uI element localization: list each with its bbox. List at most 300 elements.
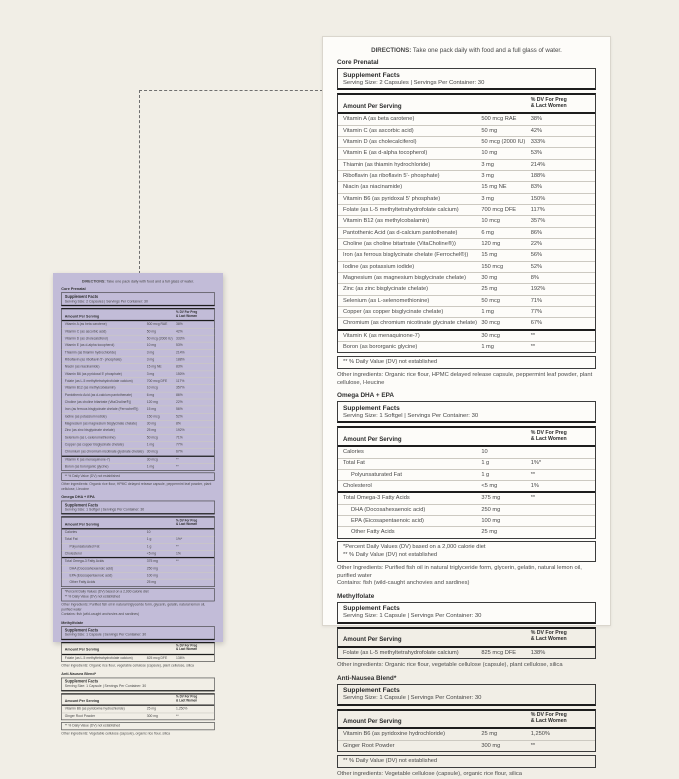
nutrient-name: Vitamin A (as beta carotene) (64, 322, 107, 327)
amount-per-serving-header: Amount Per Serving (64, 647, 100, 653)
nutrient-row (338, 170, 595, 181)
other-ingredients (337, 771, 596, 779)
nutrient-row-group (338, 729, 595, 751)
nutrient-amount: 3 mg (146, 372, 155, 376)
nutrient-row (62, 463, 214, 470)
nutrient-dv: 1,250% (176, 707, 188, 711)
nutrient-amount: 6 mg (481, 229, 494, 236)
nutrient-amount: 300 mg (146, 714, 158, 719)
nutrient-name: Vitamin D (as cholecalciferol) (343, 138, 417, 145)
nutrient-amount: 1 g (481, 471, 490, 478)
other-ingredients-line: Other Ingredients: Purified fish oil in natural triglyceride form, glycerin, gelatin, natural lemon oil, purified water (337, 565, 582, 579)
nutrient-row (62, 420, 214, 427)
nutrient-dv: 22% (176, 400, 183, 405)
dv-header-line1: % DV For Preg (530, 630, 567, 637)
sections-container (337, 59, 596, 778)
nutrient-dv: 192% (530, 286, 546, 293)
nutrient-row (62, 356, 214, 363)
nutrient-name: Choline (as choline bitartrate (VitaCholine®)) (343, 240, 456, 247)
nutrient-dv: 53% (176, 343, 183, 348)
nutrient-amount: 30 mcg (146, 450, 158, 454)
nutrient-dv: 67% (530, 320, 543, 327)
nutrient-dv: 77% (530, 308, 543, 315)
serving-size-line: Serving Size: 1 Capsule | Servings Per Container: 30 (343, 695, 482, 701)
nutrient-row (62, 406, 214, 413)
nutrient-row (62, 335, 214, 342)
serving-size-line: Serving Size: 1 Capsule | Servings Per Container: 30 (343, 613, 482, 620)
nutrient-amount: 30 mcg (481, 320, 500, 327)
nutrient-name: Vitamin B6 (as pyridoxine hydrochloride) (64, 707, 125, 711)
nutrient-row (62, 543, 214, 550)
nutrient-dv: ** (176, 457, 179, 462)
table-body (338, 447, 595, 538)
section-heading: Core Prenatal (61, 287, 86, 292)
nutrient-dv (176, 567, 211, 571)
nutrient-amount: 10 (481, 449, 488, 456)
nutrient-name: Total Omega-3 Fatty Acids (343, 495, 410, 502)
nutrient-amount: 30 mg (481, 274, 498, 281)
nutrient-name: Other Fatty Acids (351, 529, 395, 536)
dv-note-box (337, 356, 596, 369)
dv-note-line: *Percent Daily Values (DV) based on a 2,000 calorie diet (64, 590, 149, 595)
nutrient-name: Vitamin B6 (as pyridoxal 5' phosphate) (64, 372, 122, 376)
supplement-section (61, 495, 214, 617)
table-body (62, 321, 214, 470)
nutrient-name: Vitamin A (as beta carotene) (343, 116, 415, 123)
section-heading: Omega DHA + EPA (61, 495, 95, 500)
dv-note-line: ** % Daily Value (DV) not established (64, 594, 121, 599)
dv-header (176, 696, 211, 703)
nutrient-amount: 250 mg (481, 506, 501, 513)
nutrient-dv: 86% (176, 393, 183, 398)
dv-note-box (337, 541, 596, 562)
nutrient-amount: 500 mcg RAE (146, 322, 168, 327)
nutrient-name: Thiamin (as thiamin hydrochloride) (343, 161, 431, 168)
nutrient-row (338, 480, 595, 491)
supplement-facts-title: Supplement Facts (64, 294, 99, 300)
nutrient-row (338, 181, 595, 192)
other-ingredients-line: Other ingredients: Organic rice flour, vegetable cellulose (capsule), plant cellulose, silica (61, 663, 194, 668)
supplement-facts-title: Supplement Facts (343, 605, 400, 613)
supplement-facts-box (337, 68, 596, 90)
other-ingredients-line: Other ingredients: Organic rice flour, HPMC delayed release capsule, peppermint leaf powder, plant cellulose, l-leucine (61, 482, 212, 492)
nutrient-row (338, 526, 595, 537)
nutrient-name: Choline (as choline bitartrate (VitaCholine®)) (64, 400, 132, 405)
callout-line-vertical (139, 90, 140, 274)
nutrient-name: Vitamin D (as cholecalciferol) (64, 336, 109, 341)
nutrient-dv: 214% (176, 350, 185, 355)
nutrient-row (338, 306, 595, 317)
supplement-facts-title: Supplement Facts (343, 687, 400, 694)
nutrient-name: Boron (as bororganic glycine) (343, 343, 418, 350)
nutrient-amount: 1 g (146, 537, 152, 542)
nutrient-amount: 700 mcg DFE (481, 206, 517, 213)
supplement-facts-title: Supplement Facts (343, 404, 400, 412)
supplement-section (337, 593, 596, 670)
nutrient-amount: <5 mg (481, 483, 498, 490)
nutrient-row (338, 331, 595, 341)
nutrient-row (338, 729, 595, 739)
nutrition-table (61, 308, 214, 470)
directions (337, 47, 596, 54)
nutrient-dv: 56% (530, 252, 543, 259)
nutrient-name: Vitamin B6 (as pyridoxal 5' phosphate) (343, 195, 441, 202)
nutrient-row (338, 204, 595, 215)
nutrient-row-group (62, 655, 214, 661)
nutrient-amount: 3 mg (481, 195, 494, 202)
nutrient-dv: 52% (176, 414, 183, 419)
table-body (62, 706, 214, 720)
nutrient-amount: 120 mg (481, 240, 501, 247)
nutrition-table (61, 693, 214, 720)
supplement-section (337, 59, 596, 387)
nutrient-dv: 1% (530, 483, 539, 490)
dv-header-line2: & Lact Women (530, 636, 567, 643)
nutrient-name: Iron (as ferrous bisglycinate chelate (Ferrochel®)) (343, 252, 469, 259)
supplement-facts-box (61, 626, 214, 640)
nutrient-name: Selenium (as L-selenomethionine) (64, 435, 116, 440)
dv-header-line2: & Lact Women (176, 314, 198, 318)
nutrient-name: Vitamin K (as menaquinone-7) (64, 457, 110, 462)
nutrient-name: Polyunsaturated Fat (69, 544, 100, 549)
dv-note-line: ** % Daily Value (DV) not established (64, 723, 121, 728)
nutrient-name: Other Fatty Acids (69, 580, 96, 585)
nutrient-dv: 357% (176, 386, 185, 391)
dv-header-line2: & Lact Women (530, 717, 567, 724)
serving-size-line: Serving Size: 1 Softgel | Servings Per Container: 30 (343, 412, 479, 419)
supplement-facts-box (337, 401, 596, 423)
nutrient-dv: ** (530, 332, 536, 339)
nutrient-amount: 500 mcg RAE (481, 116, 517, 123)
nutrient-dv (176, 531, 211, 535)
supplement-facts-title: Supplement Facts (343, 71, 400, 79)
nutrient-dv: ** (176, 544, 179, 549)
nutrient-amount: 150 mcg (146, 414, 160, 419)
nutrient-name: Zinc (as zinc bisglycinate chelate) (343, 286, 429, 293)
table-body (338, 729, 595, 751)
nutrient-name: Ginger Root Powder (343, 742, 395, 749)
other-ingredients (61, 603, 214, 617)
nutrient-amount: 375 mg (481, 495, 501, 502)
supplement-facts-title: Supplement Facts (64, 679, 99, 684)
nutrient-amount: 825 mcg DFE (481, 649, 517, 656)
nutrient-dv: 56% (176, 407, 183, 412)
nutrient-dv: ** (176, 714, 179, 719)
nutrient-name: Vitamin K (as menaquinone-7) (343, 332, 420, 339)
nutrient-amount: 50 mcg (481, 297, 500, 304)
nutrient-row (62, 655, 214, 661)
other-ingredients-line: Contains: fish (wild-caught anchovies and sardines) (61, 612, 140, 617)
table-header-row (62, 694, 214, 706)
nutrient-amount: 825 mcg DFE (146, 656, 168, 660)
nutrient-name: Calories (64, 530, 78, 535)
nutrient-amount: 10 mg (146, 343, 157, 348)
nutrient-dv: 188% (176, 357, 185, 362)
nutrient-row (338, 227, 595, 238)
section-heading: Methylfolate (61, 620, 84, 625)
nutrient-amount: 3 mg (481, 172, 494, 179)
dv-note-line: *Percent Daily Values (DV) based on a 2,000 calorie diet (343, 544, 486, 551)
other-ingredients (61, 732, 214, 737)
nutrient-row (338, 648, 595, 658)
nutrient-row-group (62, 321, 214, 455)
nutrient-row (338, 341, 595, 352)
table-header-row (62, 518, 214, 530)
nutrient-dv: ** (530, 343, 536, 350)
supplement-facts-box (61, 293, 214, 307)
section-heading: Anti-Nausea Blend* (61, 671, 97, 677)
nutrient-amount: 1 mg (146, 443, 155, 447)
nutrient-dv: 67% (176, 450, 183, 454)
nutrient-amount: 3 mg (146, 350, 155, 355)
nutrient-name: Magnesium (as magnesium bisglycinate chelate) (64, 421, 138, 426)
nutrient-amount: 10 (146, 530, 151, 535)
amount-per-serving-header: Amount Per Serving (343, 102, 402, 110)
dv-note-box (61, 588, 214, 601)
nutrient-amount: 1 mg (481, 308, 494, 315)
dv-header (176, 519, 211, 526)
nutrient-name: Cholesterol (64, 551, 82, 556)
nutrient-dv: 188% (530, 172, 546, 179)
nutrient-name: Cholesterol (343, 483, 372, 490)
amount-per-serving-header: Amount Per Serving (343, 636, 402, 644)
nutrient-name: Folate (as L-5 methyltetrahydrofolate calcium) (343, 206, 459, 213)
amount-per-serving-header: Amount Per Serving (64, 522, 100, 527)
nutrient-row (62, 572, 214, 579)
nutrient-name: Copper (as copper bisglycinate chelate) (343, 308, 444, 315)
nutrient-amount: 150 mcg (481, 263, 504, 270)
nutrient-name: Iodine (as potassium iodide) (343, 263, 415, 270)
nutrient-name: Pantothenic Acid (as d-calcium pantothenate) (64, 393, 133, 398)
nutrient-dv: 42% (530, 127, 543, 134)
nutrient-row (62, 550, 214, 557)
nutrient-amount: 15 mg (146, 407, 157, 412)
nutrient-name: Folate (as L-5 methyltetrahydrofolate calcium) (343, 649, 459, 656)
nutrition-table (337, 627, 596, 659)
nutrient-amount: 25 mg (146, 707, 157, 711)
supplement-section (61, 287, 214, 492)
product-label-thumbnail-content (53, 273, 223, 736)
nutrient-row (62, 579, 214, 586)
supplement-section (337, 675, 596, 779)
nutrient-row-group (338, 114, 595, 328)
nutrient-name: Vitamin C (as ascorbic acid) (343, 127, 414, 134)
nutrient-amount: 700 mcg DFE (146, 379, 168, 384)
nutrient-row-group (338, 329, 595, 353)
nutrient-amount: 25 mg (481, 286, 498, 293)
nutrient-row (338, 261, 595, 272)
nutrient-dv: ** (530, 471, 536, 478)
nutrient-amount: 10 mcg (146, 386, 158, 391)
nutrient-dv: 138% (530, 649, 546, 656)
dv-header-line1: % DV For Preg (176, 310, 198, 315)
nutrient-amount: 25 mg (481, 731, 498, 738)
amount-per-serving-header: Amount Per Serving (64, 698, 100, 704)
amount-per-serving-header: Amount Per Serving (64, 314, 100, 319)
nutrient-row (62, 377, 214, 384)
nutrient-dv: 192% (176, 428, 185, 433)
dv-header-line2: & Lact Women (530, 102, 567, 109)
nutrient-name: Polyunsaturated Fat (351, 471, 402, 478)
nutrient-row (338, 740, 595, 751)
nutrient-name: Calories (343, 449, 364, 456)
supplement-section (61, 621, 214, 669)
amount-per-serving-header: Amount Per Serving (343, 717, 402, 725)
nutrient-dv: 83% (530, 184, 543, 191)
nutrient-dv: 117% (176, 379, 185, 384)
nutrient-dv: 83% (176, 365, 183, 369)
nutrient-dv: 22% (530, 240, 543, 247)
dv-note-box (337, 755, 596, 768)
dv-header-line2: & Lact Women (176, 522, 198, 527)
dv-note-line: ** % Daily Value (DV) not established (343, 551, 438, 558)
dv-note-line: ** % Daily Value (DV) not established (64, 474, 121, 478)
nutrient-amount: 6 mg (146, 393, 155, 398)
nutrient-row (62, 565, 214, 572)
nutrient-name: Chromium (as chromium nicotinate glycinate chelate) (64, 450, 144, 454)
nutrient-amount: 50 mg (481, 127, 498, 134)
other-ingredients (337, 565, 596, 588)
nutrient-amount: 10 mcg (481, 218, 500, 225)
nutrient-name: EPA (Eicosapentaenoic acid) (69, 573, 113, 578)
nutrient-name: Iodine (as potassium iodide) (64, 414, 107, 419)
nutrient-dv: 42% (176, 329, 183, 334)
nutrient-dv: ** (530, 495, 536, 502)
nutrient-name: Vitamin E (as d-alpha tocopherol) (64, 343, 115, 348)
table-body (62, 655, 214, 661)
nutrient-row (338, 469, 595, 480)
nutrition-table (337, 426, 596, 539)
nutrient-amount: <5 mg (146, 551, 157, 556)
nutrient-row (338, 215, 595, 226)
nutrient-name: Niacin (as niacinamide) (64, 365, 100, 369)
table-header-row (338, 711, 595, 730)
dv-header-line2: & Lact Women (176, 647, 198, 652)
nutrient-dv: 86% (530, 229, 543, 236)
dv-header (531, 713, 590, 725)
nutrient-name: Folate (as L-5 methyltetrahydrofolate calcium) (64, 379, 133, 384)
nutrient-row (338, 125, 595, 136)
dv-header (531, 631, 590, 643)
sections-container (61, 287, 214, 737)
table-header-row (338, 629, 595, 648)
dv-note-box (61, 472, 214, 480)
nutrient-row (338, 272, 595, 283)
nutrient-dv: 8% (530, 274, 539, 281)
dv-header-line1: % DV For Preg (176, 518, 198, 523)
nutrient-amount: 300 mg (481, 742, 501, 749)
other-ingredients-line: Other Ingredients: Purified fish oil in natural triglyceride form, glycerin, gelatin, natural lemon oil, purified water (61, 603, 206, 612)
dv-note-box (61, 722, 214, 730)
nutrient-dv: ** (176, 464, 179, 469)
nutrient-dv: 138% (176, 656, 185, 660)
nutrient-name: Riboflavin (as riboflavin 5'- phosphate) (64, 357, 122, 362)
supplement-facts-title: Supplement Facts (64, 502, 99, 508)
nutrition-table (337, 709, 596, 753)
supplement-section (61, 672, 214, 737)
table-body (338, 648, 595, 658)
nutrient-row-group (62, 557, 214, 586)
nutrient-dv: 38% (176, 322, 183, 327)
nutrient-row (62, 713, 214, 720)
directions-label: DIRECTIONS: (371, 47, 412, 54)
nutrient-amount: 3 mg (146, 357, 155, 362)
other-ingredients-line: Other ingredients: Vegetable cellulose (capsule), organic rice flour, silica (61, 732, 170, 736)
nutrient-row (338, 317, 595, 328)
nutrient-amount: 100 mg (146, 573, 158, 578)
nutrient-name: Vitamin C (as ascorbic acid) (64, 329, 107, 334)
nutrient-name: Total Omega-3 Fatty Acids (64, 559, 104, 564)
nutrient-amount: 30 mcg (146, 457, 158, 462)
dv-header-line2: & Lact Women (530, 435, 567, 442)
nutrient-row-group (338, 648, 595, 658)
nutrient-row-group (62, 706, 214, 720)
nutrient-amount: 50 mcg (146, 435, 158, 440)
nutrient-dv (176, 574, 211, 578)
nutrient-amount: 1 g (146, 544, 152, 549)
supplement-facts-box (61, 501, 214, 515)
nutrient-row (338, 283, 595, 294)
nutrient-row (338, 114, 595, 124)
dv-header-line1: % DV For Preg (530, 429, 567, 436)
supplement-facts-title: Supplement Facts (64, 628, 99, 633)
nutrient-row (62, 349, 214, 356)
directions-text: Take one pack daily with food and a full glass of water. (105, 279, 195, 284)
nutrient-dv: 150% (530, 195, 546, 202)
nutrient-row (338, 447, 595, 457)
nutrient-row (338, 193, 595, 204)
nutrient-amount: 15 mg NE (481, 184, 507, 191)
nutrient-name: Total Fat (343, 460, 365, 467)
nutrition-table (61, 516, 214, 586)
nutrient-dv (531, 449, 590, 456)
nutrition-table (337, 93, 596, 353)
other-ingredients (61, 664, 214, 669)
label-content (337, 47, 596, 779)
nutrient-row (338, 159, 595, 170)
nutrient-amount: 10 mg (481, 150, 498, 157)
nutrient-name: Magnesium (as magnesium bisglycinate chelate) (343, 274, 466, 281)
nutrient-row-group (338, 447, 595, 491)
dv-header (176, 645, 211, 652)
nutrient-name: Ginger Root Powder (64, 714, 96, 719)
nutrient-row (62, 536, 214, 543)
nutrient-dv (176, 581, 211, 585)
nutrient-amount: 375 mg (146, 559, 158, 564)
nutrient-name: DHA (Docosahexaenoic acid) (351, 506, 426, 513)
nutrient-dv: 333% (176, 336, 185, 341)
nutrient-row (62, 392, 214, 399)
nutrient-amount: 25 mg (481, 529, 498, 536)
nutrient-name: Riboflavin (as riboflavin 5'- phosphate) (343, 172, 440, 179)
dv-header-line1: % DV For Preg (530, 712, 567, 718)
nutrient-name: Total Fat (64, 537, 78, 542)
nutrient-name: Copper (as copper bisglycinate chelate) (64, 443, 124, 447)
directions-label: DIRECTIONS: (81, 279, 106, 284)
directions (61, 279, 214, 284)
nutrient-row (62, 363, 214, 370)
nutrient-amount: 30 mg (146, 421, 157, 426)
nutrient-dv (531, 529, 590, 536)
nutrient-dv: 1%* (176, 537, 183, 542)
dv-note-line: ** % Daily Value (DV) not established (343, 757, 438, 764)
serving-size-line: Serving Size: 1 Capsule | Servings Per Container: 30 (64, 684, 147, 689)
nutrient-amount: 120 mg (146, 400, 158, 405)
section-heading: Methylfolate (337, 592, 375, 600)
nutrient-name: Vitamin B12 (as methylcobalamin) (64, 386, 116, 391)
supplement-facts-box (337, 602, 596, 624)
serving-size-line: Serving Size: 1 Capsule | Servings Per Container: 30 (64, 633, 147, 638)
